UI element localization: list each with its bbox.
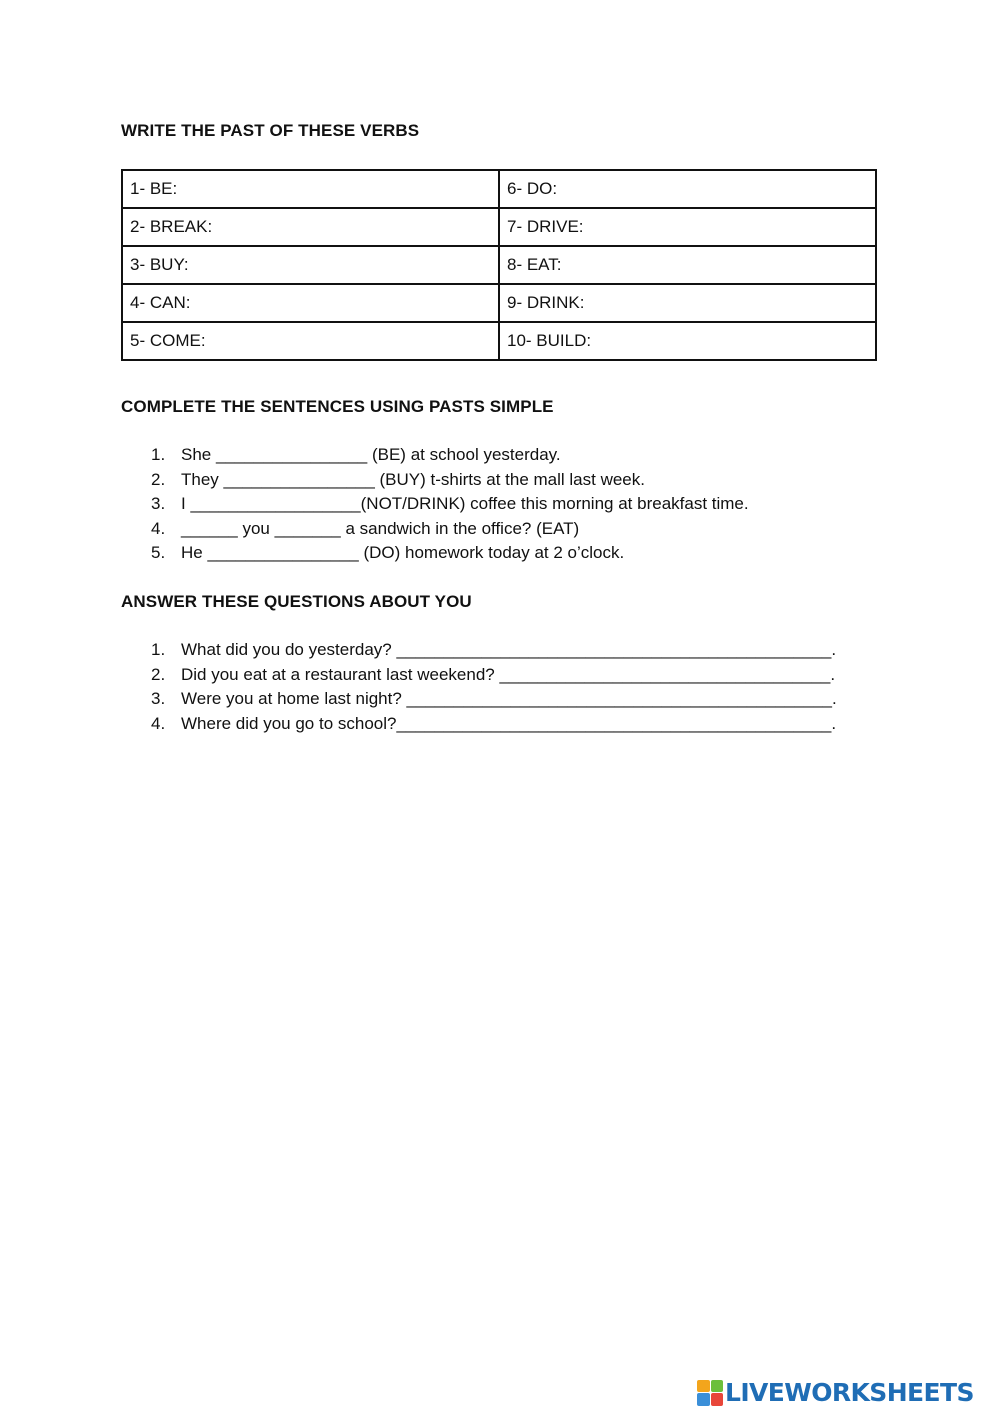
- verb-cell[interactable]: 6- DO:: [499, 170, 876, 208]
- section-title-complete-sentences: COMPLETE THE SENTENCES USING PASTS SIMPLE: [121, 397, 554, 416]
- list-item[interactable]: [151, 687, 837, 712]
- verb-cell[interactable]: 4- CAN:: [122, 284, 499, 322]
- item-number: 2.: [151, 664, 166, 684]
- item-number: 2.: [151, 469, 166, 489]
- list-item[interactable]: [151, 517, 749, 542]
- sentence-text: ______ you _______ a sandwich in the office? (EAT): [181, 518, 580, 538]
- list-item[interactable]: [151, 638, 837, 663]
- list-item[interactable]: [151, 712, 837, 737]
- section-title-past-verbs: WRITE THE PAST OF THESE VERBS: [121, 121, 420, 140]
- item-number: 5.: [151, 543, 166, 562]
- verb-cell[interactable]: 2- BREAK:: [122, 208, 499, 246]
- table-row: [122, 322, 876, 360]
- section-title-answer-questions: ANSWER THESE QUESTIONS ABOUT YOU: [121, 592, 472, 611]
- sentence-text: She ________________ (BE) at school yesterday.: [181, 445, 561, 464]
- questions-list: [151, 638, 837, 736]
- question-text: Did you eat at a restaurant last weekend? ___________________________________.: [181, 664, 836, 684]
- item-number: 3.: [151, 494, 166, 513]
- table-row: [122, 208, 876, 246]
- verb-cell[interactable]: 1- BE:: [122, 170, 499, 208]
- list-item[interactable]: [151, 663, 837, 688]
- verb-cell[interactable]: 9- DRINK:: [499, 284, 876, 322]
- question-text: What did you do yesterday? ______________________________________________.: [181, 640, 837, 659]
- liveworksheets-logo[interactable]: [697, 1378, 974, 1407]
- sentence-text: He ________________ (DO) homework today at 2 o’clock.: [181, 543, 625, 562]
- list-item[interactable]: [151, 443, 749, 468]
- item-number: 3.: [151, 689, 166, 708]
- question-text: Were you at home last night? _____________________________________________.: [181, 689, 837, 708]
- list-item[interactable]: [151, 468, 749, 493]
- list-item[interactable]: [151, 492, 749, 517]
- verb-cell[interactable]: 8- EAT:: [499, 246, 876, 284]
- verb-cell[interactable]: 10- BUILD:: [499, 322, 876, 360]
- item-number: 1.: [151, 445, 166, 464]
- item-number: 4.: [151, 518, 166, 538]
- table-row: [122, 284, 876, 322]
- list-item[interactable]: [151, 541, 749, 566]
- item-number: 1.: [151, 640, 166, 659]
- verb-cell[interactable]: 7- DRIVE:: [499, 208, 876, 246]
- sentence-text: They ________________ (BUY) t-shirts at the mall last week.: [181, 469, 645, 489]
- item-number: 4.: [151, 713, 166, 733]
- question-text: Where did you go to school?______________________________________________.: [181, 713, 837, 733]
- sentences-list: [151, 443, 749, 566]
- logo-text: LIVEWORKSHEETS: [725, 1378, 974, 1407]
- verbs-table: [121, 169, 877, 361]
- liveworksheets-mark-icon: [697, 1380, 723, 1406]
- table-row: [122, 170, 876, 208]
- sentence-text: I __________________(NOT/DRINK) coffee this morning at breakfast time.: [181, 494, 749, 513]
- verb-cell[interactable]: 3- BUY:: [122, 246, 499, 284]
- table-row: [122, 246, 876, 284]
- verb-cell[interactable]: 5- COME:: [122, 322, 499, 360]
